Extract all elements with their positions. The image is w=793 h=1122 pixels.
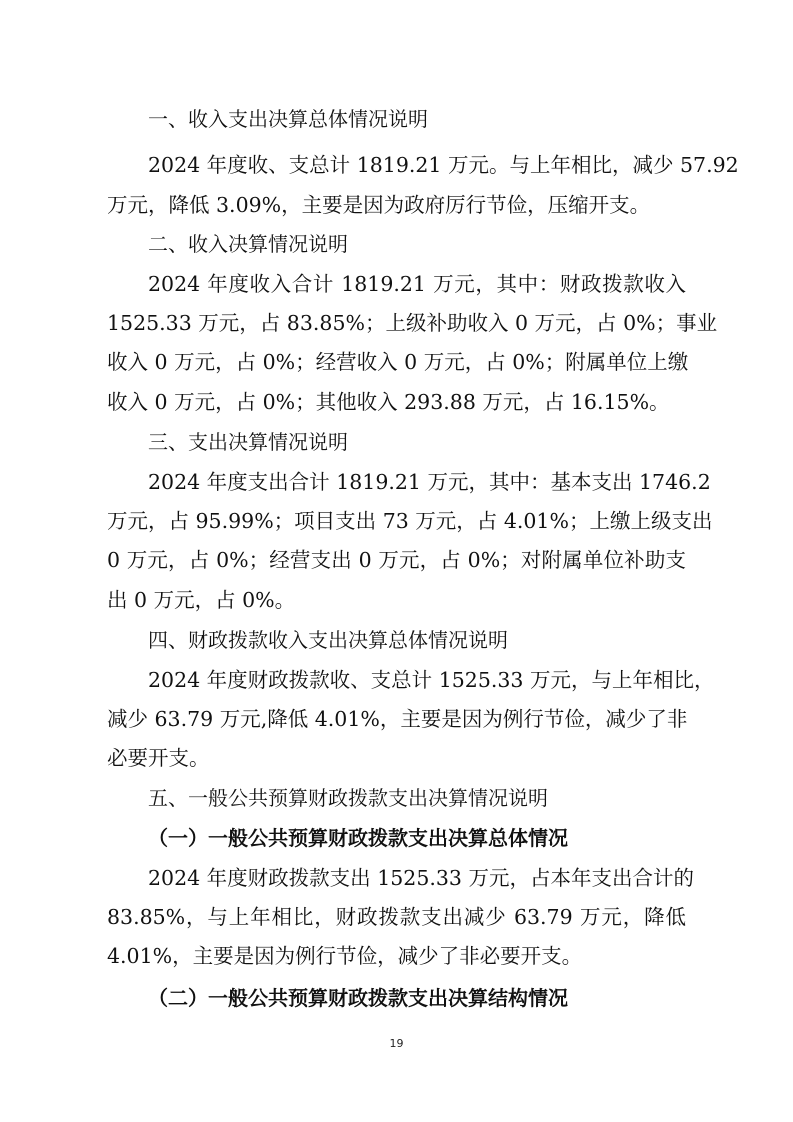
paragraph-line: 4.01%，主要是因为例行节俭，减少了非必要开支。: [107, 944, 583, 968]
subsection-heading-5-1: （一）一般公共预算财政拨款支出决算总体情况: [148, 826, 568, 850]
paragraph-line: 2024 年度财政拨款支出 1525.33 万元，占本年支出合计的: [148, 866, 694, 890]
paragraph-line: 必要开支。: [107, 746, 210, 770]
paragraph-line: 0 万元，占 0%；经营支出 0 万元，占 0%；对附属单位补助支: [107, 548, 686, 572]
paragraph-line: 1525.33 万元，占 83.85%；上级补助收入 0 万元，占 0%；事业: [107, 311, 718, 335]
section-heading-2: 二、收入决算情况说明: [148, 232, 348, 256]
page-number: 19: [389, 1037, 404, 1050]
section-heading-3: 三、支出决算情况说明: [148, 430, 348, 454]
paragraph-line: 2024 年度财政拨款收、支总计 1525.33 万元，与上年相比，: [148, 668, 715, 692]
paragraph-line: 收入 0 万元，占 0%；其他收入 293.88 万元，占 16.15%。: [107, 390, 670, 414]
paragraph-line: 收入 0 万元，占 0%；经营收入 0 万元，占 0%；附属单位上缴: [107, 350, 689, 374]
paragraph-line: 万元，占 95.99%；项目支出 73 万元，占 4.01%；上缴上级支出: [107, 509, 713, 533]
paragraph-line: 出 0 万元，占 0%。: [107, 588, 296, 612]
subsection-heading-5-2: （二）一般公共预算财政拨款支出决算结构情况: [148, 986, 568, 1010]
section-heading-1: 一、收入支出决算总体情况说明: [148, 107, 428, 131]
section-heading-5: 五、一般公共预算财政拨款支出决算情况说明: [148, 786, 548, 810]
paragraph-line: 减少 63.79 万元,降低 4.01%，主要是因为例行节俭，减少了非: [107, 707, 688, 731]
paragraph-line: 2024 年度支出合计 1819.21 万元，其中：基本支出 1746.2: [148, 470, 711, 494]
paragraph-line: 万元，降低 3.09%，主要是因为政府厉行节俭，压缩开支。: [107, 193, 651, 217]
paragraph-line: 83.85%，与上年相比，财政拨款支出减少 63.79 万元，降低: [107, 905, 686, 929]
paragraph-line: 2024 年度收入合计 1819.21 万元，其中：财政拨款收入: [148, 272, 686, 296]
section-heading-4: 四、财政拨款收入支出决算总体情况说明: [148, 628, 508, 652]
paragraph-line: 2024 年度收、支总计 1819.21 万元。与上年相比，减少 57.92: [148, 153, 739, 177]
